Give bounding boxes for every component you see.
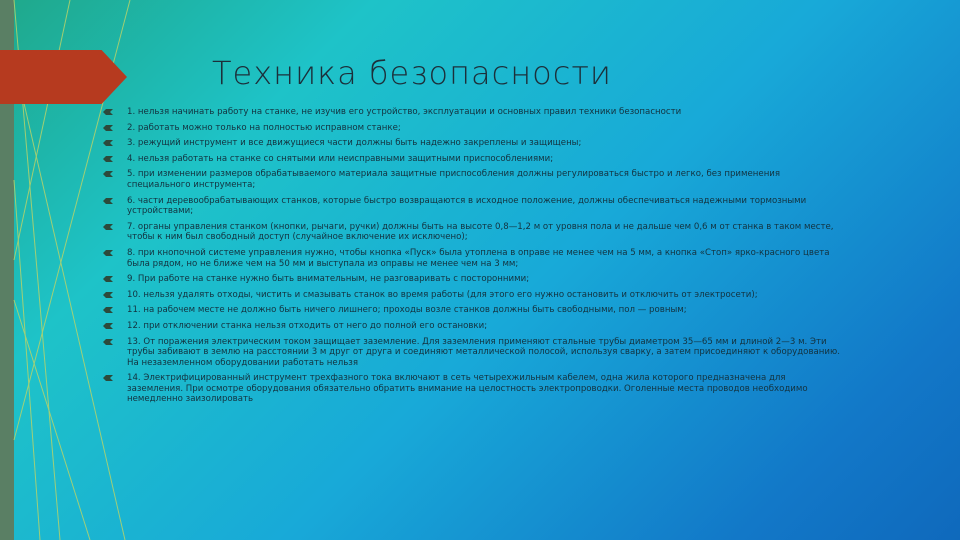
list-item-text: 7. органы управления станком (кнопки, рычаги, ручки) должны быть на высоте 0,8—1,2 м от уровня пола и не дальше чем 0,6 м от станка в таком месте, чтобы к ним был свободный доступ (случайное включение их исключено); xyxy=(127,221,834,243)
list-item xyxy=(100,169,840,190)
feather-bullet-icon xyxy=(103,224,113,230)
list-item xyxy=(100,290,840,301)
bullet-list xyxy=(100,107,840,410)
list-item xyxy=(100,107,840,118)
list-item xyxy=(100,373,840,405)
list-item-text: 2. работать можно только на полностью исправном станке; xyxy=(127,122,401,133)
list-item xyxy=(100,337,840,369)
list-item-text: 13. От поражения электрическим током защищает заземление. Для заземления применяют стальные трубы диаметром 35—65 мм и длиной 2—3 м. Эти трубы забивают в землю на расстоянии 3 м друг от друга и соединяют металлической полосой, используя сварку, а затем присоединяют к оборудованию. На незаземленном оборудовании работать нельзя xyxy=(127,336,840,368)
list-item-text: 14. Электрифицированный инструмент трехфазного тока включают в сеть четырехжильным кабелем, одна жила которого предназначена для заземления. При осмотре оборудования обязательно обратить внимание на целостность электропроводки. Оголенные места проводов необходимо немедленно заизолировать xyxy=(127,373,808,405)
list-item-text: 11. на рабочем месте не должно быть ничего лишнего; проходы возле станков должны быть свободными, пол — ровным; xyxy=(127,305,687,316)
feather-bullet-icon xyxy=(103,125,113,131)
feather-bullet-icon xyxy=(103,339,113,345)
list-item xyxy=(100,196,840,217)
title-accent-banner xyxy=(0,50,127,104)
feather-bullet-icon xyxy=(103,276,113,282)
feather-bullet-icon xyxy=(103,292,113,298)
feather-bullet-icon xyxy=(103,140,113,146)
list-item xyxy=(100,321,840,332)
list-item-text: 6. части деревообрабатывающих станков, которые быстро возвращаются в исходное положение, должны обеспечиваться надежными тормозными устройствами; xyxy=(127,195,807,217)
list-item xyxy=(100,138,840,149)
list-item-text: 10. нельзя удалять отходы, чистить и смазывать станок во время работы (для этого его нужно остановить и отключить от электросети); xyxy=(127,289,758,300)
feather-bullet-icon xyxy=(103,250,113,256)
slide-title: Техника безопасности xyxy=(212,54,612,92)
feather-bullet-icon xyxy=(103,307,113,313)
list-item-text: 3. режущий инструмент и все движущиеся части должны быть надежно закреплены и защищены; xyxy=(127,138,582,149)
feather-bullet-icon xyxy=(103,109,113,115)
list-item xyxy=(100,248,840,269)
feather-bullet-icon xyxy=(103,171,113,177)
feather-bullet-icon xyxy=(103,375,113,381)
feather-bullet-icon xyxy=(103,156,113,162)
list-item xyxy=(100,305,840,316)
list-item-text: 1. нельзя начинать работу на станке, не изучив его устройство, эксплуатации и основных правил техники безопасности xyxy=(127,107,682,117)
list-item-text: 5. при изменении размеров обрабатываемого материала защитные приспособления должны регулироваться быстро и легко, без применения специального инструмента; xyxy=(127,169,781,190)
list-item xyxy=(100,123,840,134)
feather-bullet-icon xyxy=(103,323,113,329)
list-item-text: 9. При работе на станке нужно быть внимательным, не разговаривать с посторонними; xyxy=(127,274,530,285)
list-item xyxy=(100,274,840,285)
list-item-text: 12. при отключении станка нельзя отходить от него до полной его остановки; xyxy=(127,320,488,331)
list-item-text: 4. нельзя работать на станке со снятыми или неисправными защитными приспособлениями; xyxy=(127,153,554,164)
list-item-text: 8. при кнопочной системе управления нужно, чтобы кнопка «Пуск» была утоплена в оправе не менее чем на 5 мм, а кнопка «Стоп» ярко-красного цвета была рядом, но не ближе чем на 50 мм и выступала из оправы не менее чем на 3 мм; xyxy=(127,247,830,269)
list-item xyxy=(100,222,840,243)
list-item xyxy=(100,154,840,165)
feather-bullet-icon xyxy=(103,198,113,204)
